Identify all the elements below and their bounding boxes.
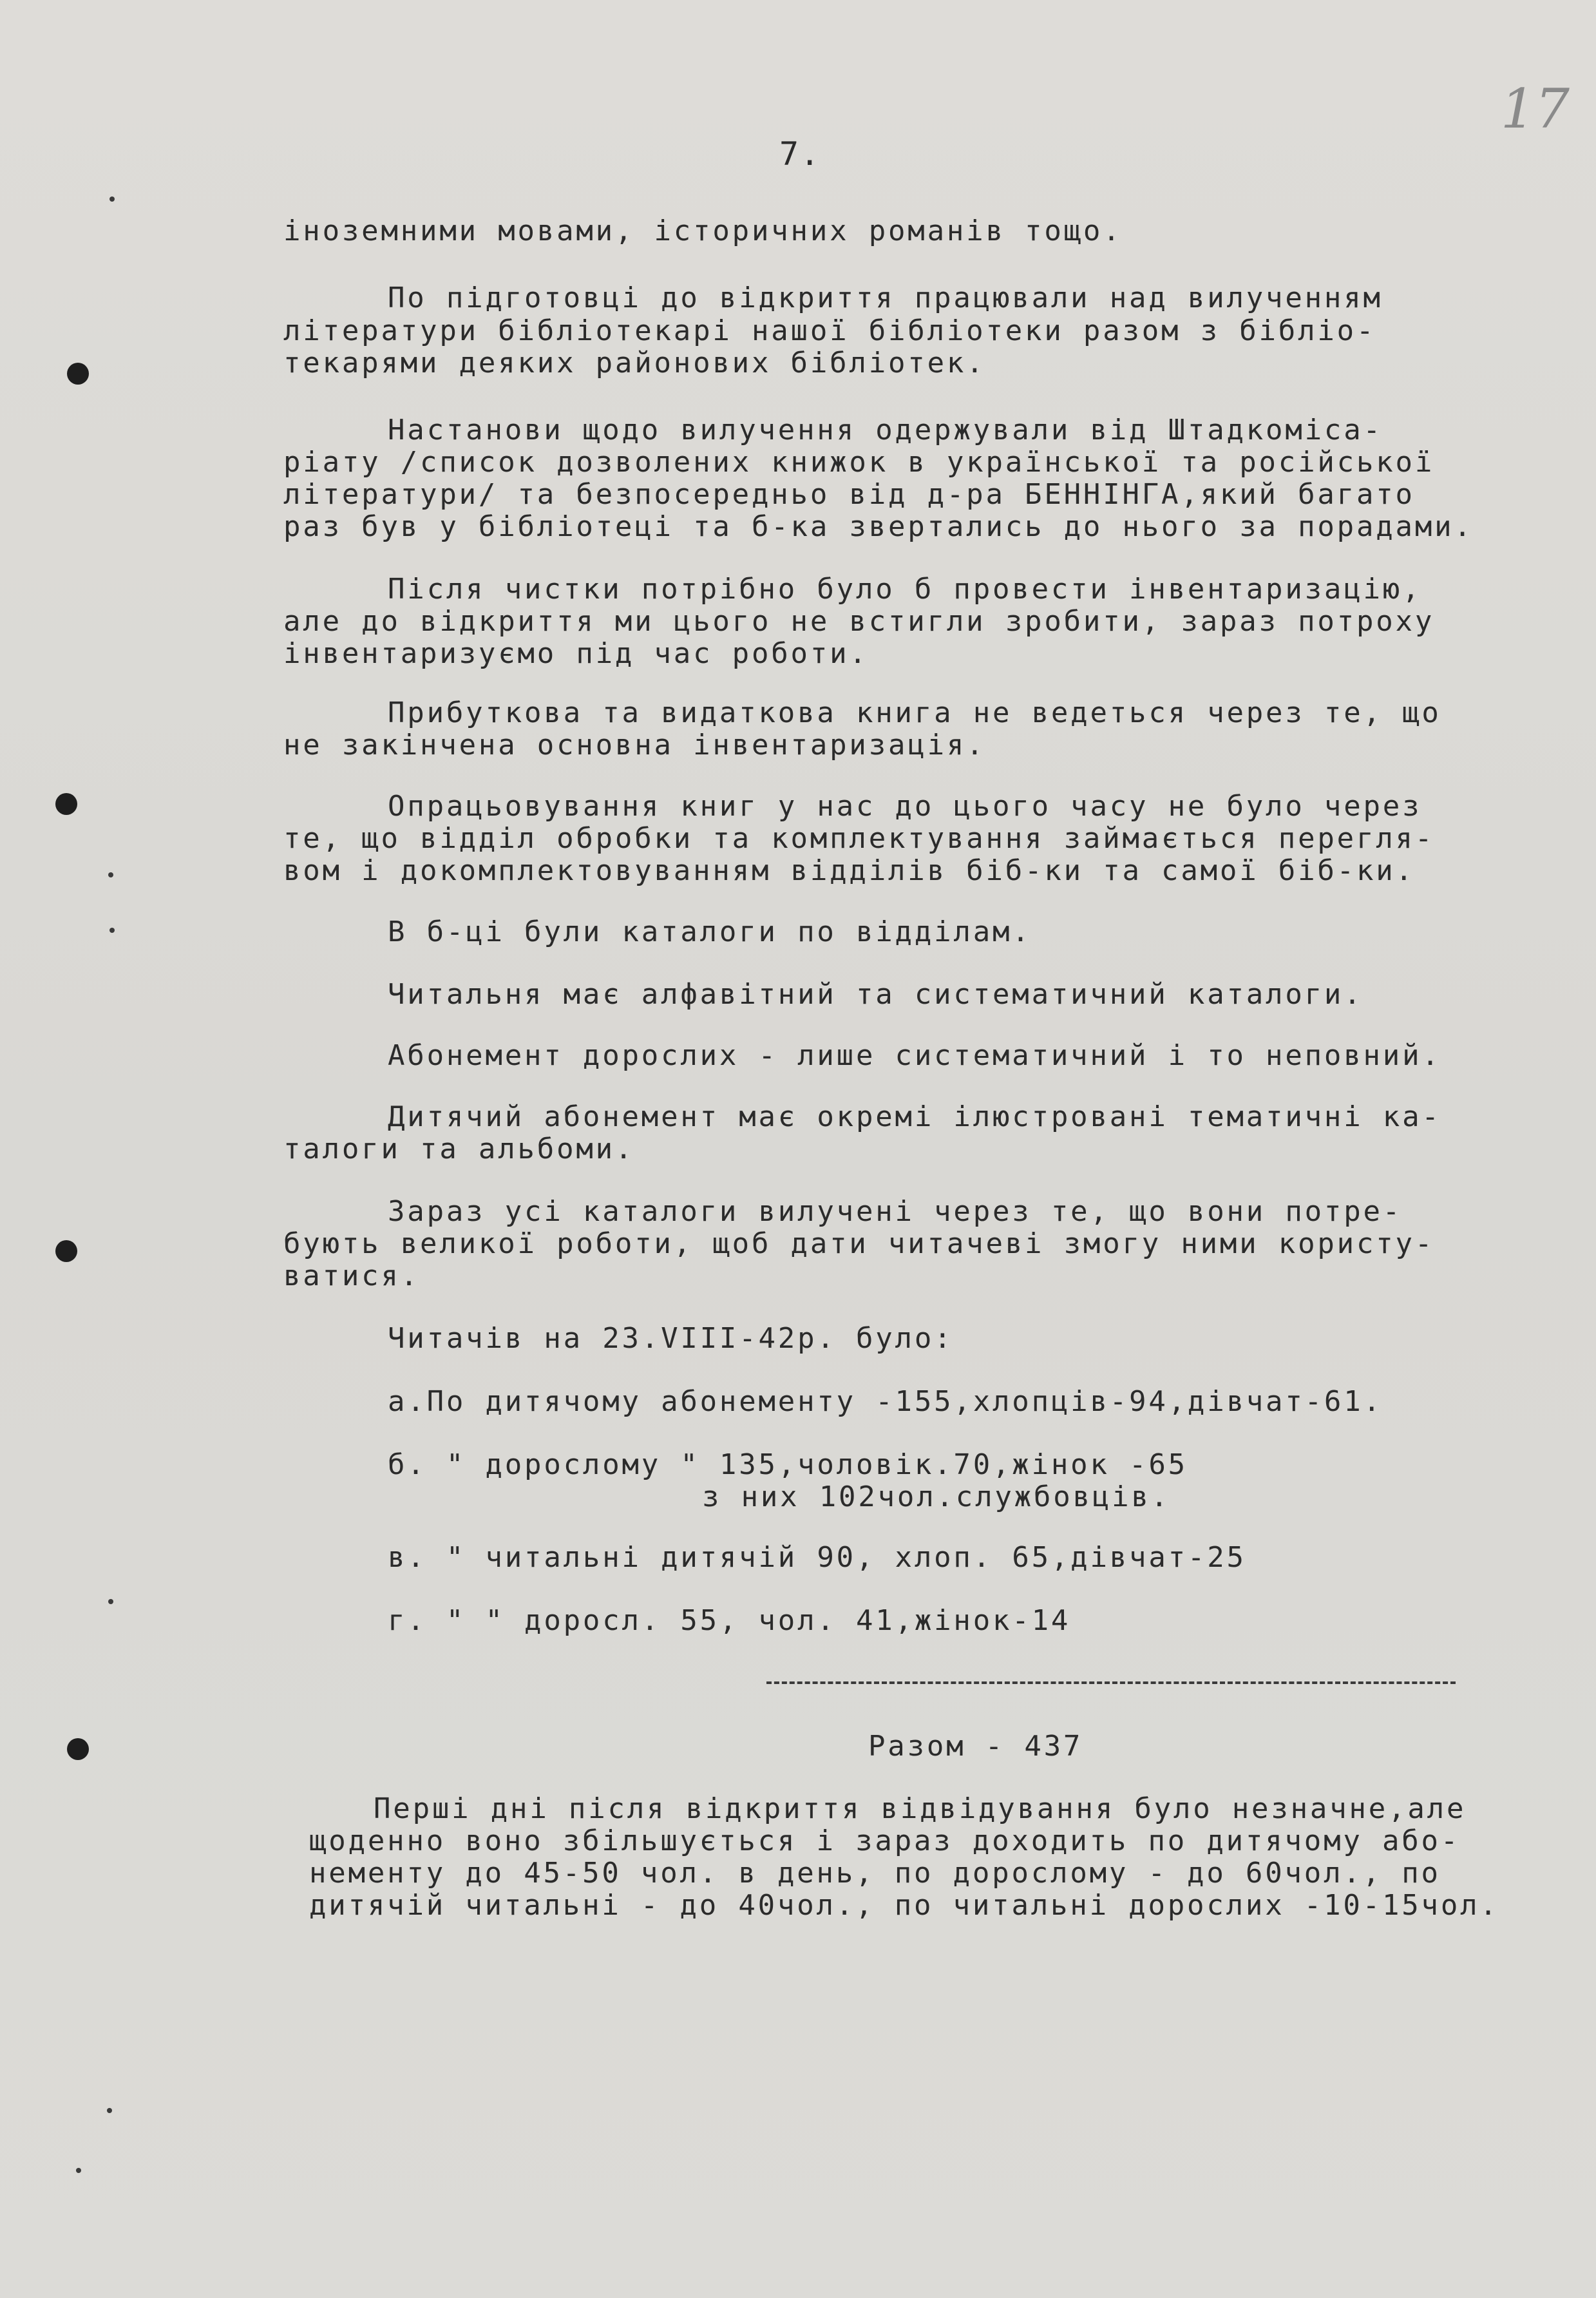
punch-hole xyxy=(55,1240,77,1262)
text-line: Абонемент дорослих - лише систематичний і то неповний. xyxy=(388,1039,1441,1072)
text-line: Опрацьовування книг у нас до цього часу не було через xyxy=(388,790,1422,823)
text-line: літератури бібліотекарі нашої бібліотеки разом з бібліо- xyxy=(283,314,1376,347)
text-line: інвентаризуємо під час роботи. xyxy=(283,637,869,670)
speck-mark xyxy=(107,2108,112,2113)
text-line: бують великої роботи, щоб дати читачеві змогу ними користу- xyxy=(283,1227,1435,1260)
punch-hole xyxy=(67,1738,89,1760)
reader-row: б. " дорослому " 135,чоловік.70,жінок -65 xyxy=(388,1448,1188,1481)
text-line: Дитячий абонемент має окремі ілюстровані тематичні ка- xyxy=(388,1100,1441,1133)
speck-mark xyxy=(76,2168,81,2173)
punch-hole xyxy=(55,793,77,815)
text-line: текарями деяких районових бібліотек. xyxy=(283,347,986,379)
total-divider-line xyxy=(766,1681,1456,1684)
text-line: Зараз усі каталоги вилучені через те, що вони потре- xyxy=(388,1195,1403,1228)
typed-page-number: 7. xyxy=(779,135,821,173)
punch-hole xyxy=(67,363,89,385)
text-line: щоденно воно збільшується і зараз доходить по дитячому або- xyxy=(309,1824,1461,1857)
text-line: ріату /список дозволених книжок в української та російської xyxy=(283,446,1435,479)
text-line: іноземними мовами, історичних романів тощо. xyxy=(283,215,1123,247)
text-line: Після чистки потрібно було б провести інвентаризацію, xyxy=(388,573,1422,606)
text-line: але до відкриття ми цього не встигли зробити, зараз потроху xyxy=(283,605,1435,638)
text-line: Перші дні після відкриття відвідування було незначне,але xyxy=(374,1792,1467,1825)
speck-mark xyxy=(109,928,115,933)
speck-mark xyxy=(109,196,115,202)
text-line: Прибуткова та видаткова книга не ведеться через те, що xyxy=(388,696,1441,729)
text-line: Настанови щодо вилучення одержували від Штадкоміса- xyxy=(388,414,1383,446)
reader-row: г. " " доросл. 55, чол. 41,жінок-14 xyxy=(388,1604,1071,1637)
handwritten-page-number: 17 xyxy=(1501,77,1570,140)
speck-mark xyxy=(108,1599,113,1604)
text-line: нементу до 45-50 чол. в день, по дорослому - до 60чол., по xyxy=(309,1857,1441,1890)
reader-row: з них 102чол.службовців. xyxy=(702,1480,1170,1513)
text-line: дитячій читальні - до 40чол., по читальні дорослих -10-15чол. xyxy=(309,1889,1499,1922)
text-line: Читальня має алфавітний та систематичний каталоги. xyxy=(388,978,1363,1011)
text-line: талоги та альбоми. xyxy=(283,1133,635,1165)
text-line: В б-ці були каталоги по відділам. xyxy=(388,915,1032,948)
text-line: не закінчена основна інвентаризація. xyxy=(283,729,986,761)
speck-mark xyxy=(108,872,113,877)
text-line: вом і докомплектовуванням відділів біб-ки та самої біб-ки. xyxy=(283,854,1415,887)
text-line: літератури/ та безпосередньо від д-ра БЕННІНГА,який багато xyxy=(283,478,1415,511)
text-line: те, що відділ обробки та комплектування займається перегля- xyxy=(283,822,1435,855)
reader-row: в. " читальні дитячій 90, хлоп. 65,дівчат-25 xyxy=(388,1541,1246,1574)
text-line: раз був у бібліотеці та б-ка звертались до нього за порадами. xyxy=(283,510,1474,543)
text-line: По підготовці до відкриття працювали над вилученням xyxy=(388,282,1383,314)
reader-row: а.По дитячому абонементу -155,хлопців-94,дівчат-61. xyxy=(388,1385,1383,1418)
text-line: ватися. xyxy=(283,1259,421,1292)
total-line: Разом - 437 xyxy=(868,1730,1083,1763)
text-line: Читачів на 23.VIII-42р. було: xyxy=(388,1322,954,1355)
